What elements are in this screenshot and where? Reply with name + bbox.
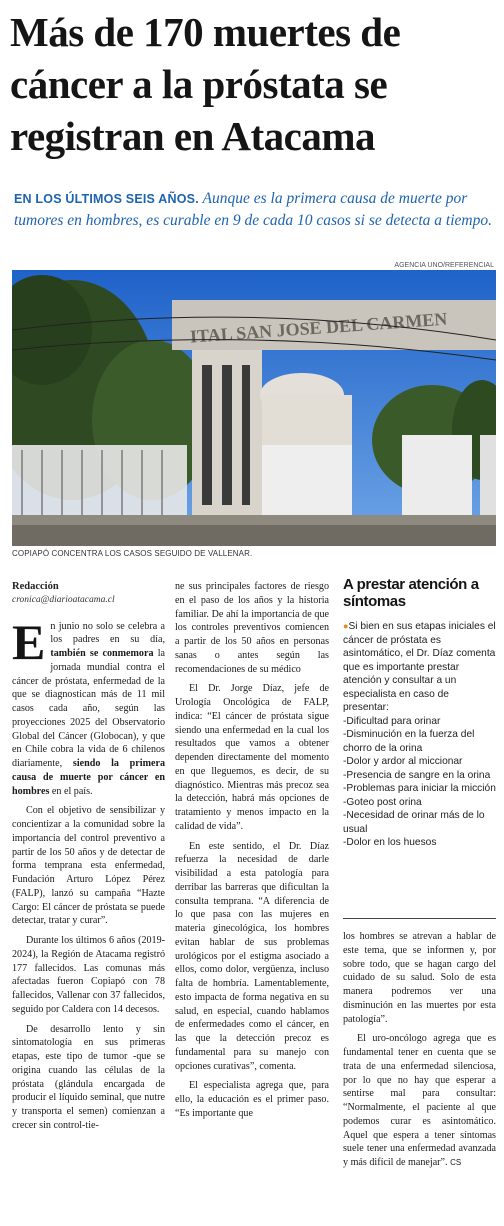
article-column-1 [12,580,165,1139]
building-sign-text: ITAL SAN JOSE DEL CARMEN [189,308,448,347]
lead-paragraph [14,188,492,231]
article-column-2 [175,580,329,1127]
signoff-mark: CS [450,1158,462,1167]
symptom-item: -Dolor y ardor al miccionar [343,756,463,767]
byline-author: Redacción [12,581,59,592]
text-run: n junio no solo se celebra a los padres en su día, [50,620,165,646]
article-paragraph [12,613,166,799]
drop-cap: E [12,613,46,670]
hospital-photo-illustration [12,270,496,546]
sidebar-intro [343,620,496,715]
text-run: El uro-oncólogo agrega que es fundamental tener en cuenta que se trata de una enfermedad silenciosa, por lo que no hay que esperar a sentirse mal para consultar: “Normalmente, el paciente al que podemos curar es asintomático. Aquel que espera a tener síntomas suele tener una enfermedad avanzada y más difícil de manejar”. [343,1033,496,1168]
article-paragraph [343,1032,496,1170]
article-paragraph: Durante los últimos 6 años (2019-2024), la Región de Atacama registró 177 fallecidos. Las comunas más afectadas fueron Copiapó con 78 fallecidos, Vallenar con 37 fallecidos, seguido por Caldera con 14 decesos. [12,935,165,1015]
symptom-item: -Dificultad para orinar [343,715,441,727]
article-paragraph: los hombres se atrevan a hablar de este tema, que se informen y, por sobre todo, que se hagan cargo del cuidado de su salud. Solo de esta manera podremos ver una disminución en las muertes por esta patología”. [343,931,496,1025]
lead-text: Aunque es la primera causa de muerte por tumores en hombres, es curable en 9 de cada 10 casos si se detecta a tiempo. [14,190,492,229]
headline: Más de 170 muertes de cáncer a la próstata se registran en Atacama [10,9,401,159]
article-paragraph: El especialista agrega que, para ello, la educación es el primer paso. “Es importante que [175,1080,329,1119]
symptom-item: -Goteo post orina [343,796,422,808]
symptom-item: -Presencia de sangre en la orina [343,769,491,781]
byline-email[interactable]: cronica@diarioatacama.cl [12,594,115,605]
text-run-bold: siendo la primera causa de muerte por cáncer en hombres [12,758,165,797]
symptom-item: -Problemas para iniciar la micción [343,783,496,794]
sidebar-title: A prestar atención a síntomas [343,576,479,610]
symptom-item: -Necesidad de orinar más de lo usual [343,810,485,835]
photo-caption: COPIAPÓ CONCENTRA LOS CASOS SEGUIDO DE VALLENAR. [12,549,253,558]
orange-bullet-icon: ● [343,621,349,631]
sidebar-divider [343,918,496,919]
text-run-bold: también se conmemora [50,648,154,659]
symptom-item: -Dolor en los huesos [343,837,437,848]
hospital-photo [12,270,496,546]
symptom-item: -Disminución en la fuerza del chorro de la orina [343,729,475,754]
sidebar-intro-text: Si bien en sus etapas iniciales el cáncer de próstata es asintomático, el Dr. Díaz comenta que es importante prestar atención y consultar a un especialista en caso de presentar: [343,621,496,713]
sidebar-body [343,620,496,850]
article-paragraph: Con el objetivo de sensibilizar y concientizar a la comunidad sobre la importancia del control preventivo a partir de los 50 años y de detectar de forma temprana esta enfermedad, Fundación Arturo López Pérez (FALP), lanzó su campaña “Hazte Cargo: El cáncer de próstata se puede detectar, tratar y curar”. [12,805,165,927]
article-paragraph: ne sus principales factores de riesgo en el paso de los años y la historia familiar. De ahí la importancia de que los controles preventivos comiencen a partir de los 50 años en personas sanas o antes según las recomendaciones de su médico [175,581,329,675]
article-paragraph: En este sentido, el Dr. Díaz refuerza la necesidad de darle visibilidad a esta patología para derribar las barreras que dificultan la consulta temprana. “A diferencia de lo que pasa con las mujeres en materia ginecológica, los hombres evitan hablar de sus problemas urológicos por el estigma asociado a ellos, como dolor, vergüenza, incluso falta de hombría. Lamentablemente, esto impacta de forma negativa en su salud, en especial, cuando hablamos de enfermedades como el cáncer, en las que la detección precoz es fundamental para su manejo con opciones curativas”, comenta. [175,840,329,1072]
photo-credit: AGENCIA UNO/REFERENCIAL [394,262,494,269]
text-run: en el país. [49,785,93,797]
text-run: la jornada mundial contra el cáncer de próstata, enfermedad de la que se diagnostican más de 11 mil casos cada año, según las proyecciones 2025 del Observatorio Global del Cáncer (Globocan), y que en Chile cobra la vida de 6 chilenos diariamente, [12,648,166,769]
article-paragraph: El Dr. Jorge Díaz, jefe de Urología Oncológica de FALP, indica: “El cáncer de próstata sigue siendo una enfermedad en la cual los resultados que vamos a obtener dependen directamente del momento en que lleguemos, es decir, de su diagnóstico. Mientras más precoz sea la detección, habrá más opciones de tratamiento y menos impacto en la calidad de vida”. [175,683,329,832]
article-paragraph: De desarrollo lento y sin sintomatología en sus primeras etapas, este tipo de tumor -que se origina cuando las células de la próstata (glándula encargada de producir el líquido seminal, que nutre y transporta el semen) comienzan a crecer sin control-tie- [12,1023,165,1131]
lead-kicker: EN LOS ÚLTIMOS SEIS AÑOS. [14,192,199,206]
article-column-3 [343,930,496,1176]
symptoms-sidebar [343,576,496,906]
